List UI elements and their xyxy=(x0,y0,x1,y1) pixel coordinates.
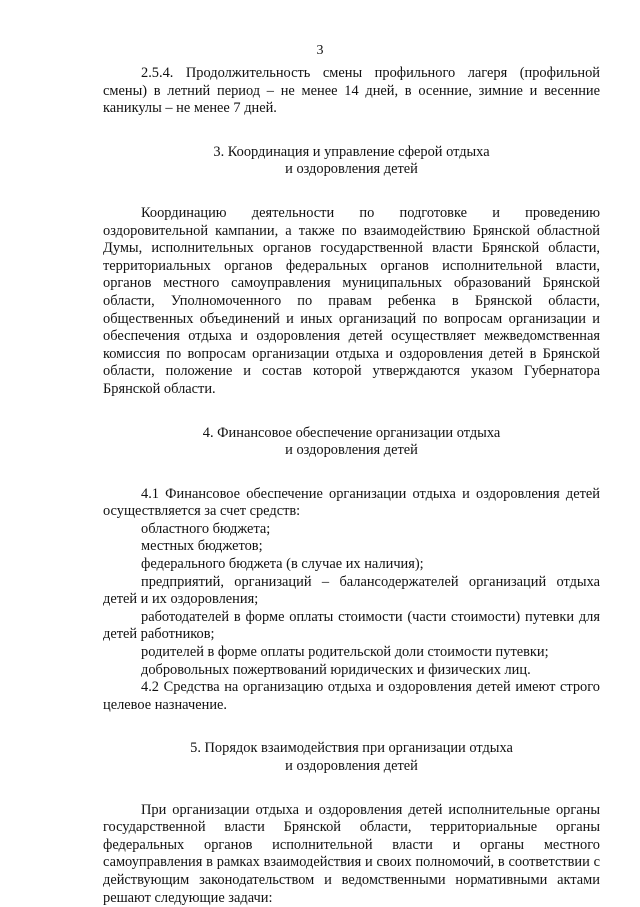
funding-source-item: федерального бюджета (в случае их наличия); xyxy=(141,556,424,573)
funding-source-item: добровольных пожертвований юридических и физических лиц. xyxy=(141,661,531,678)
funding-source-item: местных бюджетов; xyxy=(141,538,263,555)
section-5-heading-line-1: 5. Порядок взаимодействия при организации отдыха xyxy=(190,740,513,757)
page-number: 3 xyxy=(316,43,324,58)
section-3-heading-line-2: и оздоровления детей xyxy=(285,161,418,178)
section-4-heading-line-1: 4. Финансовое обеспечение организации отдыха xyxy=(202,424,501,441)
section-5-heading xyxy=(103,740,600,775)
section-4-heading-line-2: и оздоровления детей xyxy=(285,442,418,459)
funding-source-item: предприятий, организаций – балансодержателей организаций отдыха детей и их оздоровления; xyxy=(103,573,600,608)
section-3-heading-line-1: 3. Координация и управление сферой отдыха xyxy=(213,143,490,160)
funding-source-item: родителей в форме оплаты родительской доли стоимости путевки; xyxy=(141,644,549,661)
funding-source-item: областного бюджета; xyxy=(141,520,271,537)
clause-4-2: 4.2 Средства на организацию отдыха и оздоровления детей имеют строго целевое назначение. xyxy=(103,679,600,713)
section-3-heading xyxy=(103,144,600,179)
section-5-heading-line-2: и оздоровления детей xyxy=(285,758,418,774)
clause-2-5-4: 2.5.4. Продолжительность смены профильного лагеря (профильной смены) в летний период – не менее 14 дней, в осенние, зимние и весенние каникулы – не менее 7 дней. xyxy=(103,65,600,117)
section-3-paragraph: Координацию деятельности по подготовке и проведению оздоровительной кампании, а также по взаимодействию Брянской областной Думы, исполнительных органов государственной власти Брянской области, территориальных органов федеральных органов исполнительной власти, органов местного самоуправления муниципальных образований Брянской области, Уполномоченного по правам ребенка в Брянской области, общественных объединений и иных организаций по вопросам организации и обеспечения отдыха и оздоровления детей осуществляет межведомственная комиссия по вопросам организации отдыха и оздоровления детей в Брянской области, положение и состав которой утверждаются указом Губернатора Брянской области. xyxy=(103,204,600,397)
section-4-heading xyxy=(103,425,600,460)
funding-source-item: работодателей в форме оплаты стоимости (части стоимости) путевки для детей работников; xyxy=(103,608,600,643)
section-5-paragraph: При организации отдыха и оздоровления детей исполнительные органы государственной власти Брянской области, территориальные органы федеральных органов исполнительной власти и органы местного самоуправления в рамках взаимодействия и своих полномочий, в соответствии с действующим законодательством и ведомственными нормативными актами решают следующие задачи: xyxy=(103,801,600,906)
clause-4-1: 4.1 Финансовое обеспечение организации отдыха и оздоровления детей осуществляется за счет средств: xyxy=(103,485,600,520)
document-body xyxy=(103,65,600,907)
